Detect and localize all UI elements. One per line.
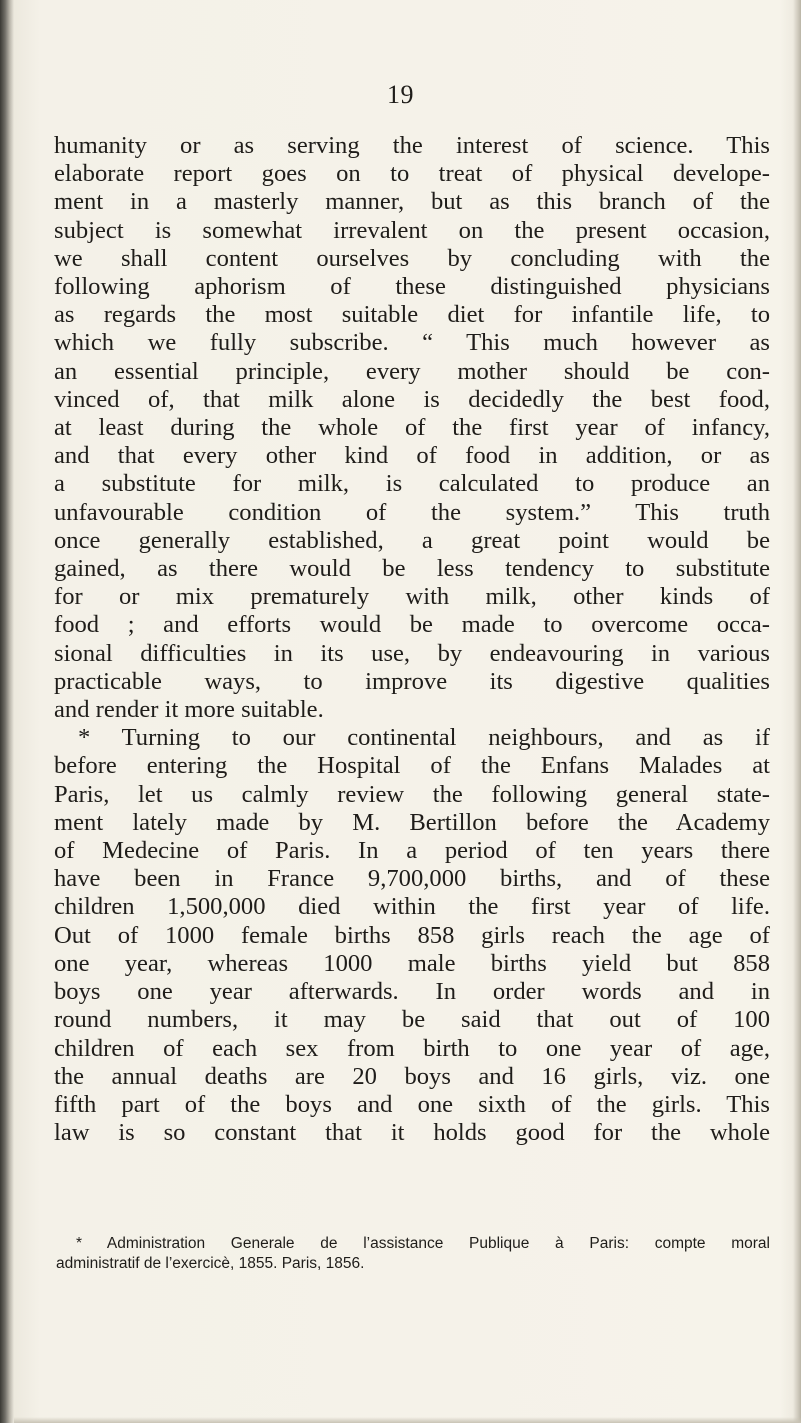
text-line: of Medecine of Paris. In a period of ten years there xyxy=(54,837,770,865)
text-line: fifth part of the boys and one sixth of the girls. This xyxy=(54,1090,770,1118)
text-line: before entering the Hospital of the Enfans Malades at xyxy=(54,752,770,780)
text-line: children 1,500,000 died within the first year of life. xyxy=(54,893,770,921)
text-line: practicable ways, to improve its digestive qualities xyxy=(54,667,770,695)
text-line: and render it more suitable. xyxy=(54,696,324,724)
text-line: following aphorism of these distinguished physicians xyxy=(54,273,770,301)
text-line: which we fully subscribe. “ This much however as xyxy=(54,329,770,357)
text-line: at least during the whole of the first year of infancy, xyxy=(54,414,770,442)
text-line: vinced of, that milk alone is decidedly the best food, xyxy=(54,385,770,413)
text-line: subject is somewhat irrevalent on the present occasion, xyxy=(54,216,770,244)
text-line: a substitute for milk, is calculated to produce an xyxy=(54,470,770,498)
text-line: one year, whereas 1000 male births yield but 858 xyxy=(54,949,770,977)
paragraph-start-line: * Turning to our continental neighbours, and as if xyxy=(78,724,770,752)
text-line: as regards the most suitable diet for infantile life, to xyxy=(54,301,770,329)
text-line: Paris, let us calmly review the following general state- xyxy=(54,780,770,808)
text-line: and that every other kind of food in addition, or as xyxy=(54,442,770,470)
text-line: once generally established, a great point would be xyxy=(54,526,770,554)
footnote xyxy=(56,1234,770,1274)
text-line: for or mix prematurely with milk, other kinds of xyxy=(54,583,770,611)
text-line: humanity or as serving the interest of science. This xyxy=(54,132,770,159)
text-line: law is so constant that it holds good for the whole xyxy=(54,1119,770,1147)
page-bottom-edge xyxy=(14,1417,801,1423)
text-line: gained, as there would be less tendency to substitute xyxy=(54,555,770,583)
text-line: Out of 1000 female births 858 girls reach the age of xyxy=(54,921,770,949)
text-line: unfavourable condition of the system.” This truth xyxy=(54,498,770,526)
text-line: round numbers, it may be said that out of 100 xyxy=(54,1006,770,1034)
text-line: ment lately made by M. Bertillon before the Academy xyxy=(54,808,770,836)
text-line: children of each sex from birth to one year of age, xyxy=(54,1034,770,1062)
footnote-line: administratif de l’exercicè, 1855. Paris, 1856. xyxy=(56,1255,365,1272)
page-spine-shadow xyxy=(0,0,14,1423)
body-text xyxy=(54,132,770,1147)
text-line: have been in France 9,700,000 births, and of these xyxy=(54,865,770,893)
text-line: boys one year afterwards. In order words and in xyxy=(54,978,770,1006)
page-edge-shadow xyxy=(793,0,801,1423)
text-line: food ; and efforts would be made to overcome occa- xyxy=(54,611,770,639)
text-line: an essential principle, every mother should be con- xyxy=(54,357,770,385)
text-line: sional difficulties in its use, by endeavouring in various xyxy=(54,639,770,667)
page-number: 19 xyxy=(387,80,414,109)
text-line: the annual deaths are 20 boys and 16 girls, viz. one xyxy=(54,1062,770,1090)
text-line: we shall content ourselves by concluding with the xyxy=(54,244,770,272)
text-line: elaborate report goes on to treat of physical develope- xyxy=(54,160,770,188)
footnote-line: * Administration Generale de l’assistance Publique à Paris: compte moral xyxy=(76,1235,770,1252)
text-line: ment in a masterly manner, but as this branch of the xyxy=(54,188,770,216)
